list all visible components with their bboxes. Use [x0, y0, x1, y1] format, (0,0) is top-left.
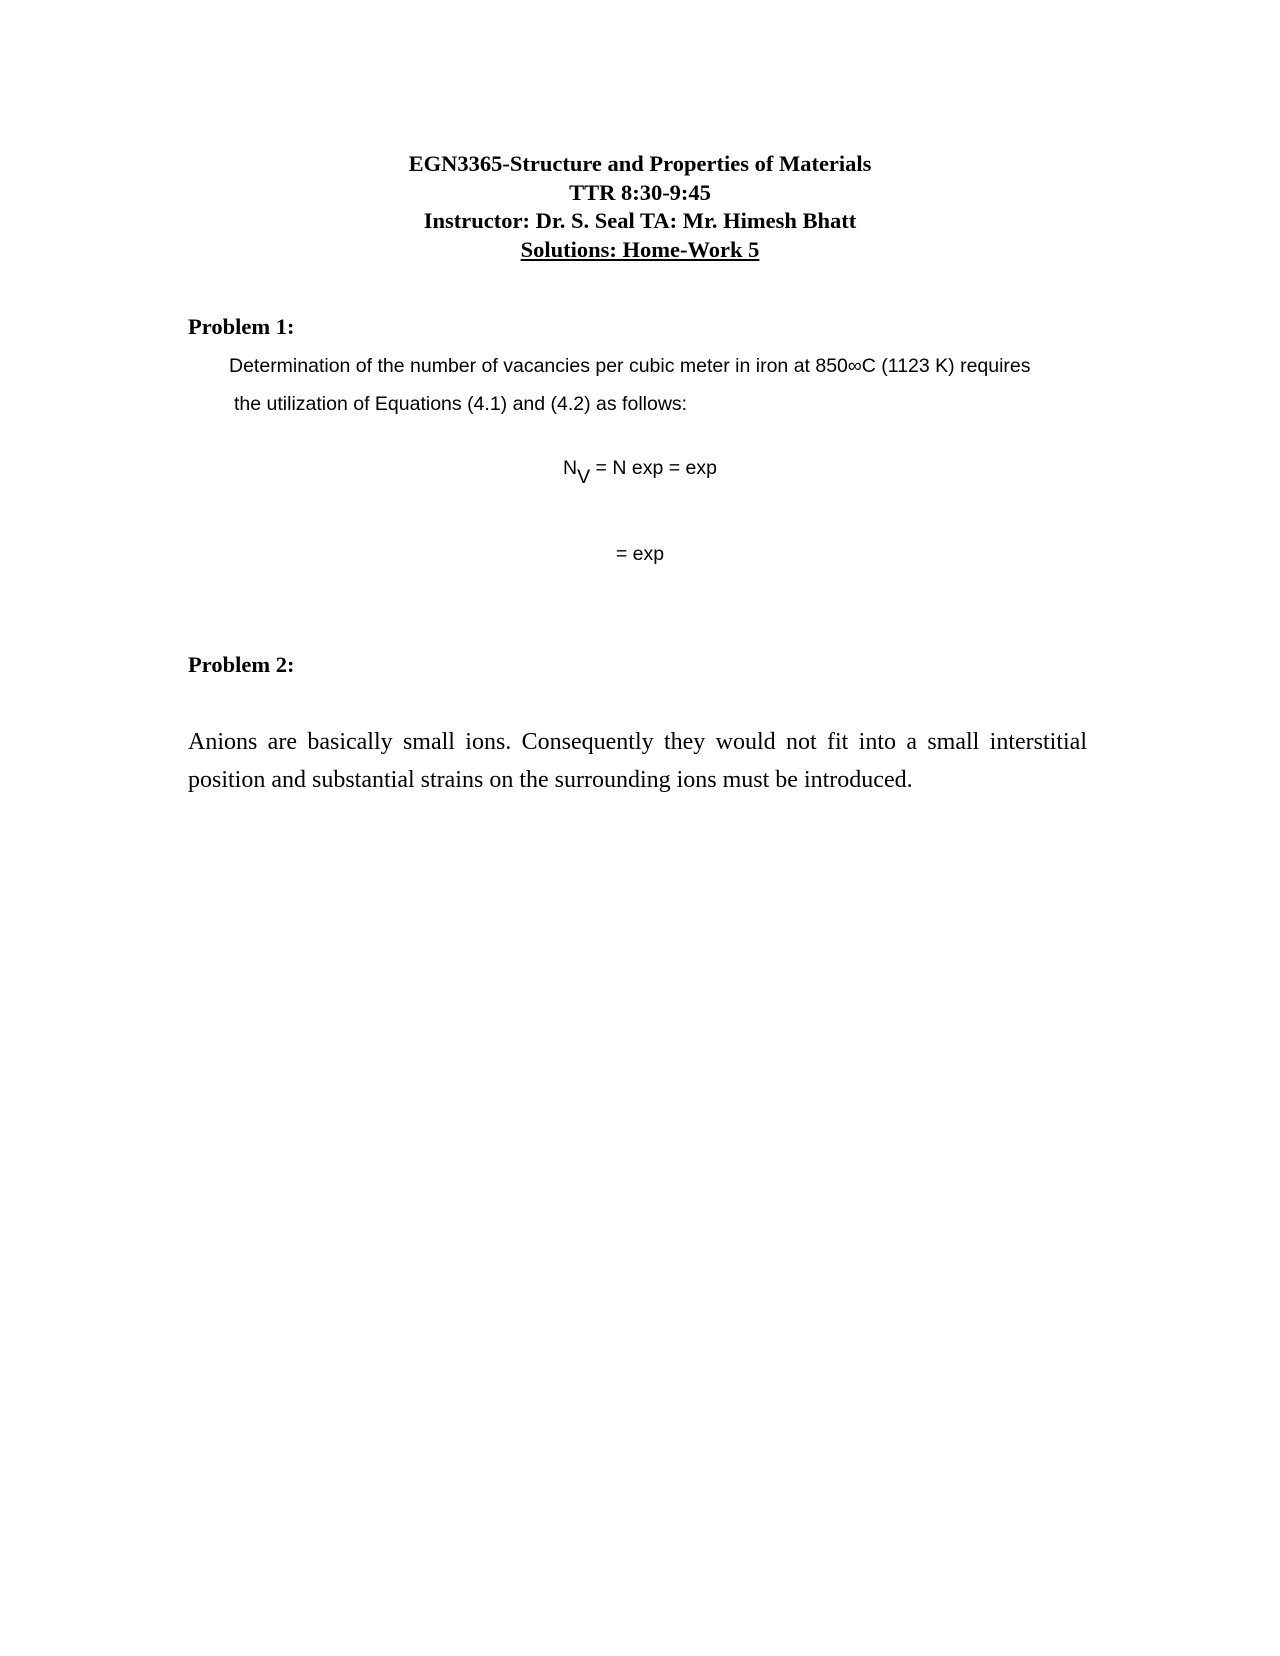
vacancy-equation-continued: = exp	[615, 543, 665, 565]
instructor-line: Instructor: Dr. S. Seal TA: Mr. Himesh Bhatt	[423, 208, 857, 233]
problem-1-text-line-1: Determination of the number of vacancies per cubic meter in iron at 850∞C (1123 K) requires	[229, 355, 1031, 377]
equation-symbol: N	[563, 457, 578, 479]
equation-subscript: V	[577, 466, 591, 488]
problem-1-heading: Problem 1:	[188, 314, 295, 339]
assignment-title: Solutions: Home-Work 5	[520, 236, 760, 262]
assignment-title-line	[0, 236, 1280, 265]
course-title: EGN3365-Structure and Properties of Materials	[408, 151, 872, 176]
class-schedule: TTR 8:30-9:45	[569, 179, 711, 205]
problem-1-text-line-2: the utilization of Equations (4.1) and (4.2) as follows:	[234, 393, 688, 415]
problem-2-heading: Problem 2:	[188, 652, 295, 677]
equation-rest: = N exp = exp	[590, 457, 717, 479]
problem-2-answer: Anions are basically small ions. Consequently they would not fit into a small interstitial position and substantial strains on the surrounding ions must be introduced.	[188, 729, 1087, 793]
document-header	[0, 150, 1280, 264]
vacancy-equation	[0, 456, 1280, 488]
